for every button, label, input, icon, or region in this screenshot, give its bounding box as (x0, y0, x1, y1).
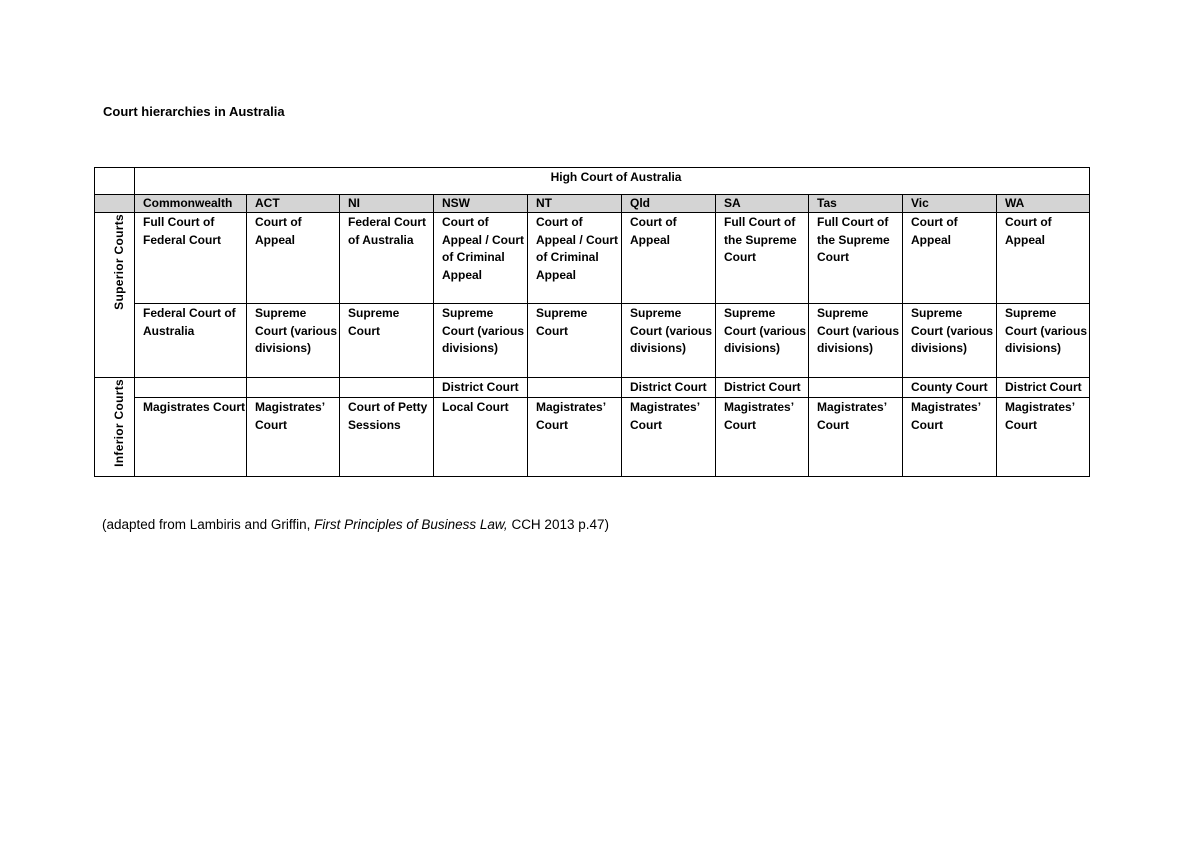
jurisdiction-header: Commonwealth (135, 195, 247, 213)
court-cell: Supreme Court (various divisions) (716, 304, 809, 378)
court-cell: Supreme Court (various divisions) (997, 304, 1090, 378)
inferior-courts-bottom-row (95, 398, 1090, 477)
jurisdiction-corner-cell (95, 195, 135, 213)
superior-courts-top-row (95, 213, 1090, 304)
caption-book-title: First Principles of Business Law, (314, 517, 508, 532)
court-hierarchy-table (94, 167, 1090, 477)
court-cell: District Court (716, 378, 809, 398)
court-cell: Local Court (434, 398, 528, 477)
inferior-courts-label: Inferior Courts (111, 379, 126, 467)
court-cell: Court of Appeal / Court of Criminal Appeal (528, 213, 622, 304)
court-cell: Federal Court of Australia (340, 213, 434, 304)
court-cell: Magistrates’ Court (622, 398, 716, 477)
court-cell: Magistrates’ Court (716, 398, 809, 477)
inferior-courts-group-label (95, 378, 135, 477)
corner-cell (95, 168, 135, 195)
jurisdiction-header: NI (340, 195, 434, 213)
jurisdiction-header: WA (997, 195, 1090, 213)
court-cell: Magistrates’ Court (997, 398, 1090, 477)
court-cell (809, 378, 903, 398)
court-cell: Court of Appeal (903, 213, 997, 304)
jurisdiction-header: ACT (247, 195, 340, 213)
court-cell (247, 378, 340, 398)
jurisdiction-header: SA (716, 195, 809, 213)
court-cell: Full Court of the Supreme Court (716, 213, 809, 304)
court-cell: Court of Petty Sessions (340, 398, 434, 477)
superior-courts-label: Superior Courts (111, 214, 126, 310)
jurisdiction-header: Tas (809, 195, 903, 213)
jurisdiction-header: Vic (903, 195, 997, 213)
high-court-header: High Court of Australia (135, 168, 1090, 195)
court-cell: County Court (903, 378, 997, 398)
court-cell: Court of Appeal (247, 213, 340, 304)
court-cell: District Court (434, 378, 528, 398)
court-cell: Supreme Court (various divisions) (809, 304, 903, 378)
court-cell: Full Court of Federal Court (135, 213, 247, 304)
court-cell: District Court (622, 378, 716, 398)
jurisdiction-header: NSW (434, 195, 528, 213)
court-cell: Court of Appeal / Court of Criminal Appeal (434, 213, 528, 304)
court-cell: Magistrates’ Court (528, 398, 622, 477)
court-cell: Magistrates’ Court (809, 398, 903, 477)
court-cell (528, 378, 622, 398)
court-cell (135, 378, 247, 398)
court-cell: Supreme Court (528, 304, 622, 378)
court-cell: Magistrates’ Court (903, 398, 997, 477)
court-cell: Magistrates’ Court (247, 398, 340, 477)
court-cell: Supreme Court (various divisions) (903, 304, 997, 378)
jurisdiction-header: NT (528, 195, 622, 213)
jurisdiction-header: Qld (622, 195, 716, 213)
source-caption (102, 517, 609, 532)
caption-prefix: (adapted from Lambiris and Griffin, (102, 517, 315, 532)
jurisdiction-header-row (95, 195, 1090, 213)
caption-suffix: CCH 2013 p.47) (507, 517, 609, 532)
document-title: Court hierarchies in Australia (103, 104, 285, 119)
court-cell: Court of Appeal (997, 213, 1090, 304)
court-cell: District Court (997, 378, 1090, 398)
superior-courts-group-label (95, 213, 135, 378)
court-cell: Supreme Court (various divisions) (434, 304, 528, 378)
court-cell: Supreme Court (various divisions) (622, 304, 716, 378)
court-cell: Federal Court of Australia (135, 304, 247, 378)
superior-courts-bottom-row (95, 304, 1090, 378)
inferior-courts-top-row (95, 378, 1090, 398)
court-cell: Full Court of the Supreme Court (809, 213, 903, 304)
court-cell: Supreme Court (various divisions) (247, 304, 340, 378)
court-cell: Magistrates Court (135, 398, 247, 477)
court-cell: Court of Appeal (622, 213, 716, 304)
court-cell: Supreme Court (340, 304, 434, 378)
high-court-row (95, 168, 1090, 195)
court-cell (340, 378, 434, 398)
